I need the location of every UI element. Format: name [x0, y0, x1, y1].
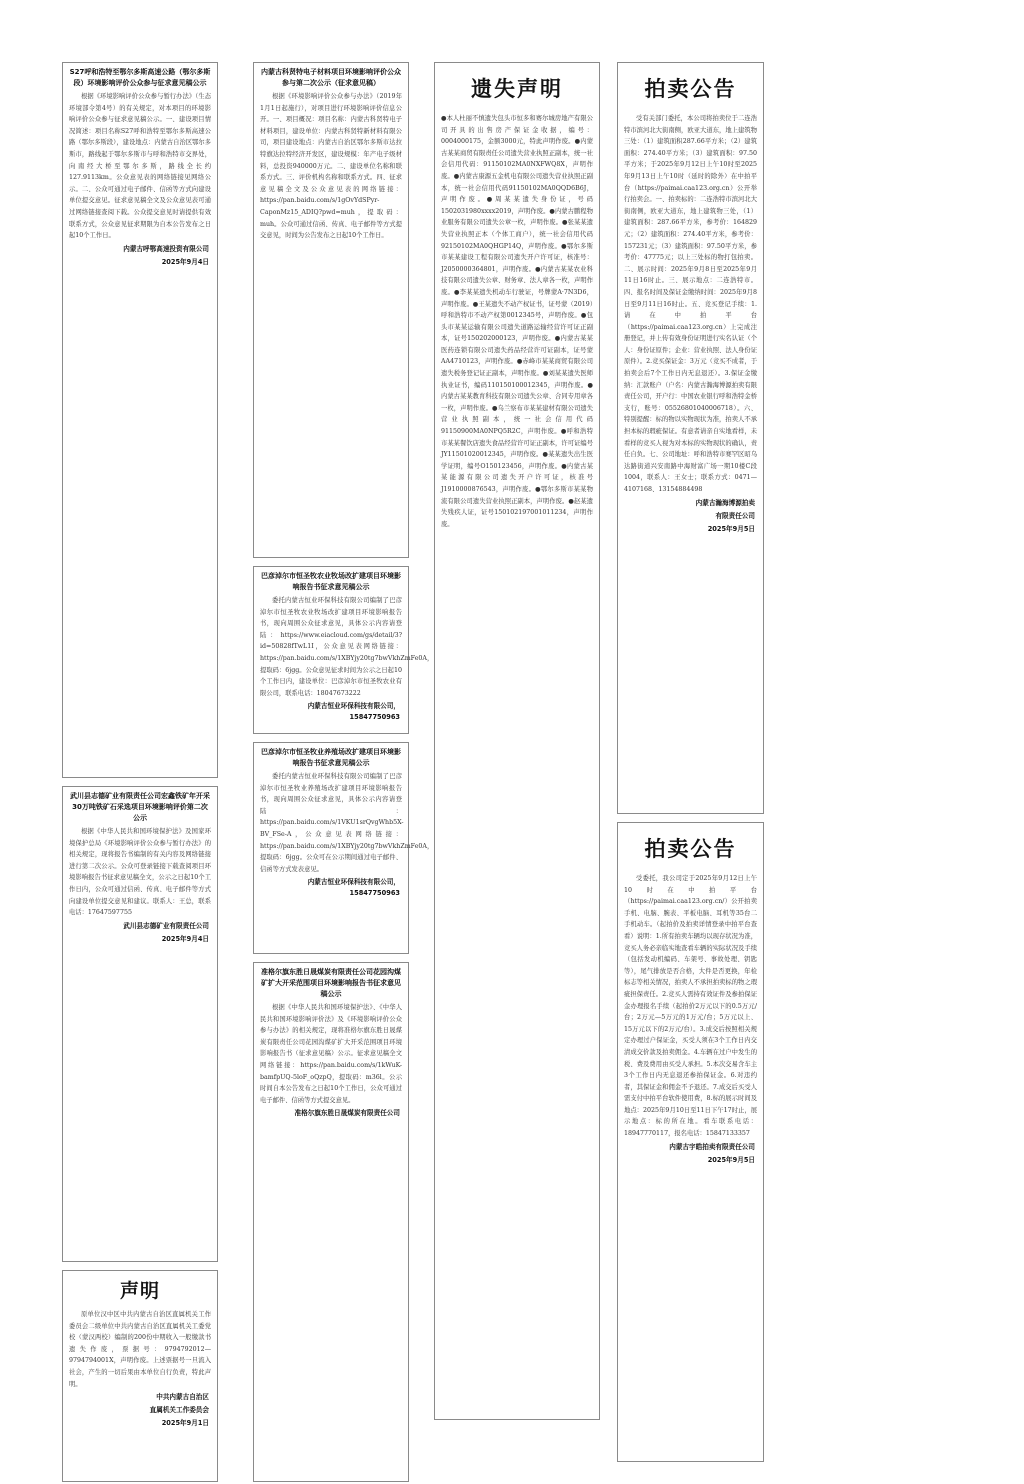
- auction-date: 2025年9月5日: [707, 524, 755, 533]
- notice-body: 原单位汉中区中共内蒙古自治区直属机关工作委员会二级单位中共内蒙古自治区直属机关工委党校（蒙汉两校）编制的200份中期收入一般缴款书遗失作废，票据号：9794792012—9794794001X，声明作废。上述票据号一旦流入社会，产生的一切后果由本单位自行负责，特此声明。: [69, 1311, 211, 1388]
- notice-date: 2025年9月4日: [161, 934, 209, 943]
- notice-body: 委托内蒙古恒业环保科技有限公司编制了巴彦淖尔市恒圣牧业养殖场改扩建项目环境影响报告书，现向周围公众征求意见，具体公示内容请登陆：https://pan.baidu.com/s/1VKU1srQvgWhb5X-BV_FSe-A，公众意见表网络链接：https://pan.baidu.com/s/1XBYjy20tg7bwVkhZmFe0A，提取码：6jgg。公众可在公示期间通过电子邮件、信函等方式发表意见。: [260, 773, 434, 873]
- statement-heading: 声明: [119, 1280, 160, 1302]
- notice-signature: 准格尔旗东胜日晟煤炭有限责任公司: [294, 1109, 400, 1118]
- auction-notice-2: [617, 822, 764, 1462]
- auction-date: 2025年9月5日: [707, 1155, 755, 1164]
- column-2: [253, 62, 434, 1420]
- notice-signature: 内蒙古恒业环保科技有限公司，15847750963: [307, 878, 400, 898]
- auction-heading: 拍卖公告: [644, 837, 737, 861]
- notice-highway-eia: [62, 62, 218, 778]
- auction-notice-1: [617, 62, 764, 814]
- lost-statement-heading: 遗失声明: [471, 77, 563, 101]
- notice-date: 2025年9月1日: [161, 1419, 209, 1428]
- column-3: [434, 62, 600, 1420]
- notice-signature: 中共内蒙古自治区: [156, 1393, 209, 1402]
- notice-iron-mine-eia: [62, 786, 218, 1262]
- notice-title: 巴彦淖尔市恒圣牧业养殖场改扩建项目环境影响报告书征求意见稿公示: [261, 748, 401, 767]
- notice-body: 根据《环境影响评价公众参与办法》（2019年1月1日起施行），对项目进行环境影响评价信息公开。一、项目概况：项目名称：内蒙古科贤特电子材料项目，建设单位：内蒙古科贤特新材料有限公司，项目建设地点：内蒙古自治区鄂尔多斯市达拉特旗达拉特经济开发区，建设规模：年产电子级材料，总投资940000万元。二、建设单位名称和联系方式。三、评价机构名称和联系方式。四、征求意见稿全文及公众意见表的网络链接：https://pan.baidu.com/s/1gOvYdSPyr-CaponMz15_ADIQ?pwd=muh，提取码：muh。公众可通过信函、传真、电子邮件等方式提交意见，时间为公告发布之日起10个工作日。: [260, 93, 402, 240]
- column-4: [617, 62, 764, 1420]
- notice-body: 根据《环境影响评价公众参与暂行办法》（生态环境部令第4号）的有关规定，对本项目的环境影响评价公众参与征求意见稿公示。一、建设项目情况简述：项目名称S27呼和浩特至鄂尔多斯高速公路（鄂尔多斯段），建设地点：内蒙古自治区鄂尔多斯市，路线起于鄂尔多斯市与呼和浩特市交界处，向南经大桥至鄂尔多斯，路线全长约127.9113km。公众意见表的网络链接见网络公示。二、公众可通过电子邮件、信函等方式向建设单位提交意见。征求意见稿全文及公众意见表可通过网络链接查阅下载。公众提交意见时请提供有效联系方式，公众意见征求期限为自本公告发布之日起10个工作日。: [69, 93, 211, 240]
- auction-signature: 内蒙古瀚海博源拍卖: [695, 498, 755, 507]
- auction-signature: 有限责任公司: [715, 511, 755, 520]
- notice-statement: [62, 1270, 218, 1482]
- auction-heading: 拍卖公告: [644, 77, 737, 101]
- notice-signature: 武川县志德矿业有限责任公司: [123, 921, 209, 930]
- lost-statement-box: [434, 62, 600, 1420]
- notice-title: 内蒙古科贤特电子材料项目环境影响评价公众参与第二次公示（征求意见稿）: [261, 68, 401, 87]
- notice-title: 准格尔旗东胜日晟煤炭有限责任公司花园沟煤矿扩大开采范围项目环境影响报告书征求意见稿公示: [261, 968, 401, 998]
- notice-electronics-eia: [253, 62, 409, 558]
- column-1: [62, 62, 218, 1428]
- notice-coal-mine-eia: [253, 962, 409, 1482]
- notice-title: 武川县志德矿业有限责任公司宏鑫铁矿年开采30万吨铁矿石采选项目环境影响评价第二次公示: [70, 792, 210, 822]
- notice-date: 2025年9月4日: [161, 257, 209, 266]
- notice-signature: 内蒙古恒业环保科技有限公司，15847750963: [307, 702, 400, 722]
- notice-title: 巴彦淖尔市恒圣牧农业牧场改扩建项目环境影响报告书征求意见稿公示: [261, 572, 401, 591]
- notice-ranch-eia: [253, 742, 434, 954]
- notice-body: 委托内蒙古恒业环保科技有限公司编制了巴彦淖尔市恒圣牧农业牧场改扩建项目环境影响报告书，现向周围公众征求意见，具体公示内容请登陆：https://www.eiacloud.com/gs/detail/3?id=50828fTwL1I，公众意见表网络链接：https://pan.baidu.com/s/1XBYjy20tg7bwVkhZmFe0A，提取码：6jgg。公众意见征求时间为公示之日起10个工作日内，建设单位：巴彦淖尔市恒圣牧农业有限公司，联系电话：18047673222: [260, 597, 434, 697]
- notice-title: S27呼和浩特至鄂尔多斯高速公路（鄂尔多斯段）环境影响评价公众参与征求意见稿公示: [69, 68, 211, 87]
- notice-body: 根据《中华人民共和国环境保护法》及国家环境保护总局《环境影响评价公众参与暂行办法》的相关规定，现将报告书编制的有关内容及网络链接进行第二次公示。公众可登录链接下载查阅项目环境影响报告书征求意见稿全文，公示之日起10个工作日内，公众可通过信函、传真、电子邮件等方式向建设单位提交意见和建议。联系人：王总，联系电话：17647597755: [69, 828, 211, 917]
- notice-body: 根据《中华人民共和国环境保护法》、《中华人民共和国环境影响评价法》及《环境影响评价公众参与办法》的相关规定，现将准格尔旗东胜日晟煤炭有限责任公司花园沟煤矿扩大开采范围项目环境影响报告书（征求意见稿）公示。征求意见稿全文网络链接：https://pan.baidu.com/s/1kWuK-bamfpUQ-5loF_oQzpQ，提取码：m36l。公示时间自本公告发布之日起10个工作日，公众可通过电子邮件、信函等方式提交意见。: [260, 1004, 402, 1104]
- auction-signature: 内蒙古宇皓拍卖有限责任公司: [669, 1142, 755, 1151]
- notice-farm-eia: [253, 566, 434, 734]
- auction-body: 受有关部门委托，本公司将拍卖位于二连浩特市滨河北大街南侧，欧亚大道东，地上建筑物三处：（1）建筑面积287.66平方米；（2）建筑面积：274.40平方米；（3）建筑面积：97.50平方米；于2025年9月12日上午10时至2025年9月13日上午10时（延时的除外）在中拍平台（https://paimai.caa123.org.cn）公开举行拍卖会。一、拍卖标的：二连浩特市滨河北大街南侧，欧亚大道东，地上建筑物三处，（1）建筑面积：287.66平方米，参考价：164829元；（2）建筑面积：274.40平方米，参考价：157231元；（3）建筑面积：97.50平方米，参考价：47775元；以上三处标的物打包拍卖。二、展示时间：2025年9月8日至2025年9月11日16时止。三、展示地点：二连浩特市。四、报名时间及保证金缴纳时间：2025年9月8日至9月11日16时止。五、竞买登记手续：1.请在中拍平台（https://paimai.caa123.org.cn）上完成注册登记，并上传有效身份证明进行实名认证（个人：身份证原件；企业：营业执照、法人身份证原件）。2.竞买保证金：3万元（竞买不成者，于拍卖会后7个工作日内无息退还）。3.保证金缴纳：汇款账户（户名：内蒙古瀚海博源拍卖有限责任公司，开户行：中国农业银行呼和浩特金桥支行，账号：05526801040006718）。六、特别提醒：标的物以实物现状为准，拍卖人不承担本标的瑕疵保证。有意者请亲自实地看样，未看样的竞买人视为对本标的实物现状的确认，责任自负。七、公司地址：呼和浩特市赛罕区昭乌达路街道兴安南路中海财富广场一期10楼C段1004，联系人：王女士；联系方式：0471—4107168、13154884498: [624, 115, 757, 493]
- notice-signature: 内蒙古呼鄂高速投资有限公司: [123, 244, 209, 253]
- notice-signature: 直属机关工作委员会: [149, 1406, 209, 1415]
- auction-body: 受委托，我公司定于2025年9月12日上午10时在中拍平台（https://paimai.caa123.org.cn/）公开拍卖手机、电脑、腕表、平板电脑、耳机等35台二手机动车。（起拍价及拍卖详情登录中拍平台查看）说明：1.所有拍卖车辆均以现存状况为准，竞买人务必亲临实地查看车辆的实际状况及手续（包括发动机编码、车架号、事故处理、钥匙等），尾气排放是否合格，大件是否更换，年检标志等相关情况，拍卖人不承担拍卖标的物之瑕疵担保责任。2.竞买人需持有效证件及参拍保证金办理报名手续（起拍价2万元以下的0.5万元/台；2万元—5万元的1万元/台；5万元以上、15万元以下的2万元/台）。3.成交后按照相关规定办理过户保证金，买受人须在3个工作日内交清成交价款及拍卖佣金。4.车辆在过户中发生的税、费及费用由买受人承担。5.本次交易含车主3个工作日内无息退还参拍保证金。6.对违约者，其保证金和佣金不予退还。7.成交后买受人需支付中拍平台软件使用费，8.标的展示时间及地点：2025年9月10日至11日下午17时止，展示地点：标的所在地。看车联系电话：18947770117，报名电话：15847133357: [624, 875, 757, 1138]
- lost-statement-body: ●本人杜丽不慎遗失包头市恒多和赛尔城房地产有限公司开具的出售房产保证金收据，编号：0004000175，金额3000元，特此声明作废。●内蒙古某某商贸有限责任公司遗失营业执照正副本，统一社会信用代码：91150102MA0NXFWQ8X，声明作废。●内蒙古康源五金机电有限公司遗失营业执照正副本，统一社会信用代码91150102MA0QQD6B6J，声明作废。●周某某遗失身份证，号码1502031980xxxx2019，声明作废。●内蒙古鹏程物业服务有限公司遗失公章一枚，声明作废。●张某某遗失营业执照正本（个体工商户），统一社会信用代码92150102MA0QHGP14Q，声明作废。●鄂尔多斯市某某建设工程有限公司遗失开户许可证，核准号：J2050000364801，声明作废。●内蒙古某某农业科技有限公司遗失公章、财务章、法人章各一枚，声明作废。●李某某遗失机动车行驶证，号牌蒙A·7N3D6，声明作废。●王某遗失不动产权证书，证号蒙（2019）呼和浩特市不动产权第0012345号，声明作废。●包头市某某运输有限公司遗失道路运输经营许可证正副本，证号150202000123，声明作废。●内蒙古某某医药连锁有限公司遗失药品经营许可证副本，证号蒙AA4710123，声明作废。●赤峰市某某商贸有限公司遗失税务登记证正副本，声明作废。●刘某某遗失医师执业证书，编码110150100012345，声明作废。●内蒙古某某教育科技有限公司遗失公章、合同专用章各一枚，声明作废。●乌兰察布市某某建材有限公司遗失营业执照副本，统一社会信用代码91150900MA0NPQ5R2C，声明作废。●呼和浩特市某某餐饮店遗失食品经营许可证正副本，许可证编号JY11501020012345，声明作废。●某某遗失出生医学证明，编号O150123456，声明作废。●内蒙古某某能源有限公司遗失开户许可证，核准号J1910000876543，声明作废。●鄂尔多斯市某某物流有限公司遗失营业执照正副本，声明作废。●赵某遗失残疾人证，证号150102197001011234，声明作废。: [441, 115, 593, 528]
